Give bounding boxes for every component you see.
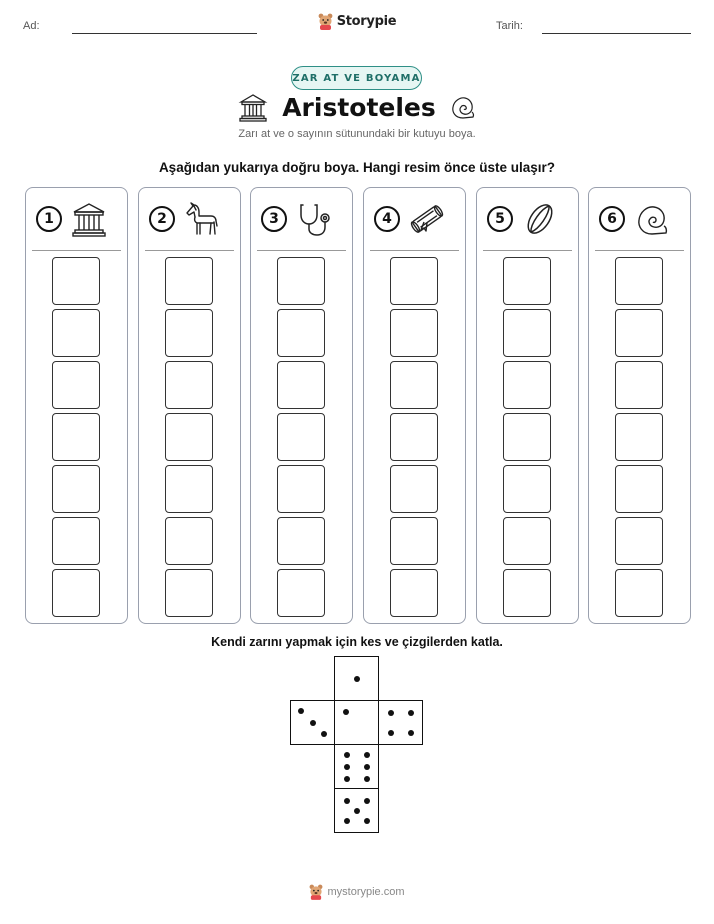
horse-icon <box>183 200 221 238</box>
dice-face <box>290 700 335 745</box>
dice-face <box>334 788 379 833</box>
column-divider <box>257 250 346 251</box>
column-number: 2 <box>149 206 175 232</box>
dice-pip <box>388 710 394 716</box>
dice-pip <box>364 776 370 782</box>
color-box[interactable] <box>390 361 438 409</box>
title-row <box>0 92 714 122</box>
column-number: 6 <box>599 206 625 232</box>
color-box[interactable] <box>52 361 100 409</box>
snail-shell-icon <box>450 94 476 120</box>
color-box[interactable] <box>277 413 325 461</box>
column-number: 4 <box>374 206 400 232</box>
stethoscope-icon <box>295 200 333 238</box>
color-box[interactable] <box>615 257 663 305</box>
color-box[interactable] <box>165 517 213 565</box>
color-box[interactable] <box>277 361 325 409</box>
dice-pip <box>344 776 350 782</box>
column-3 <box>250 187 353 624</box>
color-box[interactable] <box>52 569 100 617</box>
color-box[interactable] <box>390 257 438 305</box>
dice-pip <box>354 676 360 682</box>
name-line <box>72 33 257 34</box>
column-header <box>139 188 240 250</box>
dice-pip <box>344 818 350 824</box>
color-box[interactable] <box>503 257 551 305</box>
dice-pip <box>354 808 360 814</box>
column-divider <box>145 250 234 251</box>
column-number: 5 <box>487 206 513 232</box>
color-box[interactable] <box>165 413 213 461</box>
color-box[interactable] <box>390 517 438 565</box>
temple-icon <box>70 200 108 238</box>
column-divider <box>483 250 572 251</box>
column-2 <box>138 187 241 624</box>
dice-instruction: Kendi zarını yapmak için kes ve çizgilerden katla. <box>211 635 503 649</box>
page-title: Aristoteles <box>282 92 436 122</box>
brand-logo <box>0 13 714 30</box>
color-box[interactable] <box>52 309 100 357</box>
color-box[interactable] <box>503 413 551 461</box>
footer <box>0 884 714 900</box>
dice-pip <box>364 798 370 804</box>
column-5 <box>476 187 579 624</box>
color-box[interactable] <box>390 309 438 357</box>
dice-pip <box>364 752 370 758</box>
column-header <box>589 188 690 250</box>
color-box[interactable] <box>52 257 100 305</box>
dice-pip <box>408 710 414 716</box>
scroll-icon <box>408 200 446 238</box>
color-box[interactable] <box>615 413 663 461</box>
color-box[interactable] <box>165 465 213 513</box>
color-box[interactable] <box>615 569 663 617</box>
dice-pip <box>364 764 370 770</box>
column-divider <box>32 250 121 251</box>
dice-face <box>334 656 379 701</box>
column-number: 3 <box>261 206 287 232</box>
column-1 <box>25 187 128 624</box>
subtitle: Zarı at ve o sayının sütunundaki bir kutuyu boya. <box>238 128 476 140</box>
dice-face <box>378 700 423 745</box>
dice-face <box>334 744 379 789</box>
color-box[interactable] <box>503 465 551 513</box>
color-box[interactable] <box>390 569 438 617</box>
color-box[interactable] <box>277 569 325 617</box>
column-divider <box>370 250 459 251</box>
color-box[interactable] <box>390 413 438 461</box>
color-box[interactable] <box>503 361 551 409</box>
brand-name: Storypie <box>336 14 397 29</box>
color-box[interactable] <box>165 361 213 409</box>
date-line <box>542 33 691 34</box>
name-label: Ad: <box>23 20 40 32</box>
column-4 <box>363 187 466 624</box>
seed-icon <box>521 200 559 238</box>
color-box[interactable] <box>503 569 551 617</box>
color-box[interactable] <box>52 413 100 461</box>
column-number: 1 <box>36 206 62 232</box>
color-box[interactable] <box>277 309 325 357</box>
color-box[interactable] <box>165 569 213 617</box>
color-box[interactable] <box>615 465 663 513</box>
dice-face <box>334 700 379 745</box>
footer-url[interactable]: mystorypie.com <box>327 886 405 898</box>
column-6 <box>588 187 691 624</box>
column-divider <box>595 250 684 251</box>
dice-pip <box>321 731 327 737</box>
dice-pip <box>364 818 370 824</box>
column-header <box>251 188 352 250</box>
color-box[interactable] <box>165 257 213 305</box>
color-box[interactable] <box>52 465 100 513</box>
color-box[interactable] <box>277 517 325 565</box>
activity-tag: ZAR AT VE BOYAMA <box>291 66 422 90</box>
column-header <box>477 188 578 250</box>
color-box[interactable] <box>615 309 663 357</box>
color-box[interactable] <box>615 517 663 565</box>
color-box[interactable] <box>165 309 213 357</box>
bear-logo-icon <box>309 884 323 900</box>
dice-pip <box>408 730 414 736</box>
color-box[interactable] <box>52 517 100 565</box>
column-header <box>26 188 127 250</box>
color-box[interactable] <box>277 465 325 513</box>
color-box[interactable] <box>615 361 663 409</box>
dice-pip <box>388 730 394 736</box>
dice-pip <box>344 752 350 758</box>
dice-pip <box>343 709 349 715</box>
dice-pip <box>344 764 350 770</box>
dice-pip <box>344 798 350 804</box>
color-box[interactable] <box>277 257 325 305</box>
dice-pip <box>310 720 316 726</box>
bear-logo-icon <box>318 13 333 30</box>
dice-pip <box>298 708 304 714</box>
color-box[interactable] <box>390 465 438 513</box>
column-header <box>364 188 465 250</box>
temple-icon <box>238 92 268 122</box>
instruction: Aşağıdan yukarıya doğru boya. Hangi resim önce üste ulaşır? <box>158 160 556 175</box>
color-box[interactable] <box>503 517 551 565</box>
color-box[interactable] <box>503 309 551 357</box>
snail-shell-icon <box>633 200 671 238</box>
date-label: Tarih: <box>496 20 523 32</box>
